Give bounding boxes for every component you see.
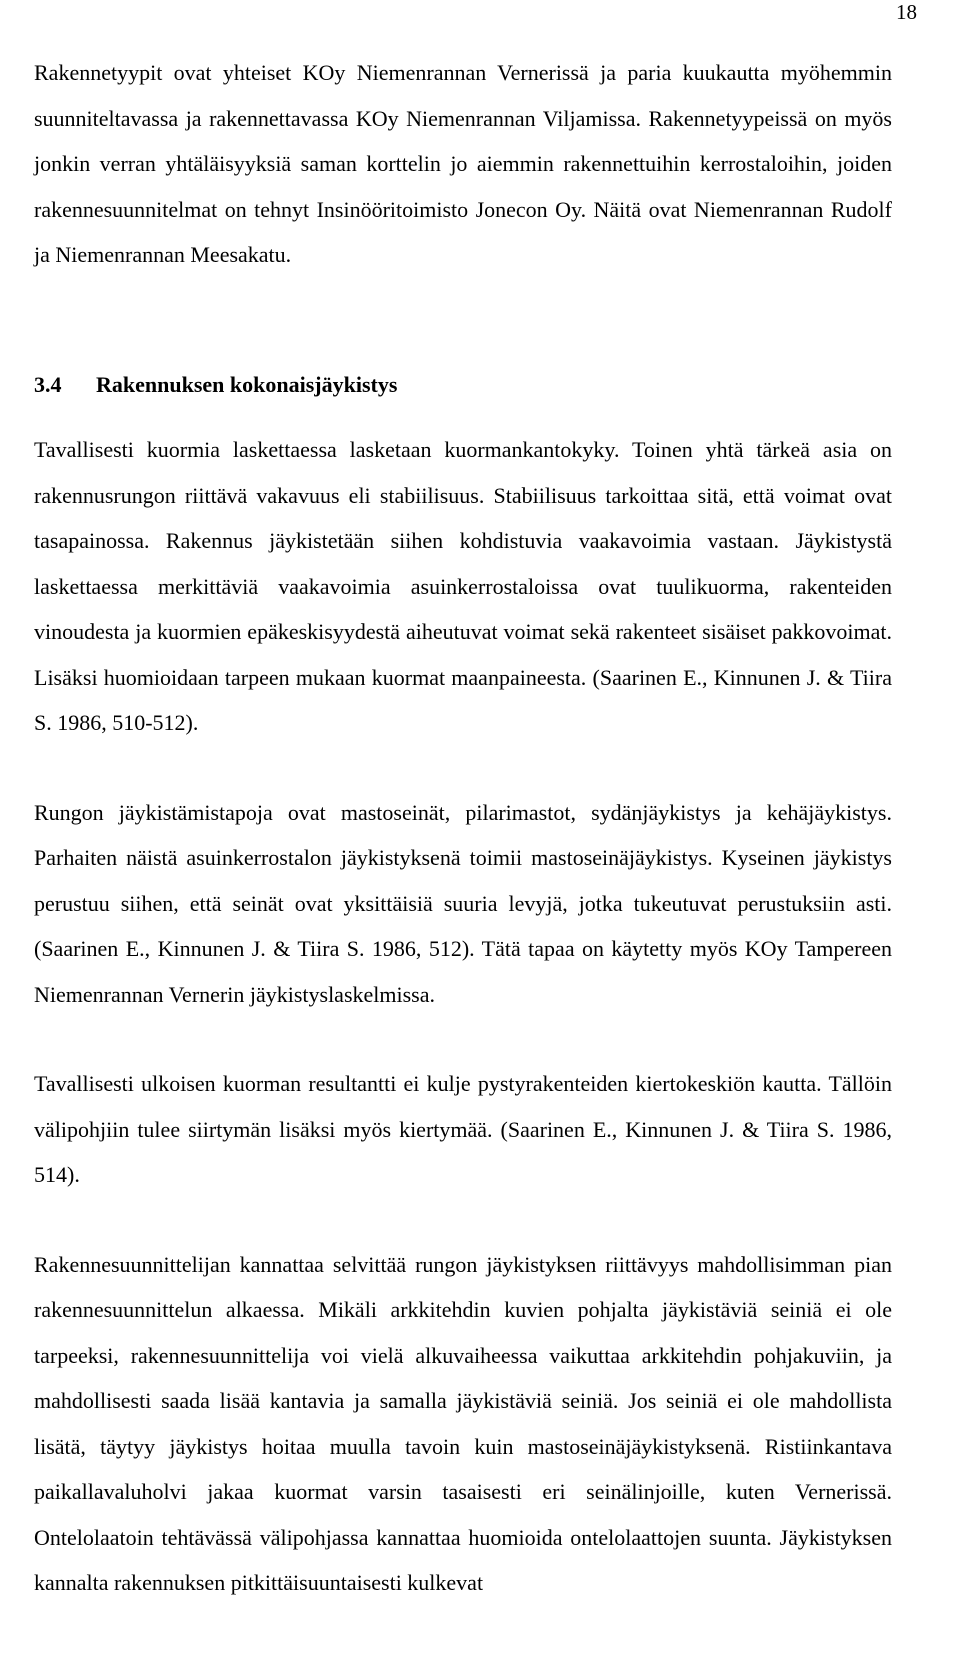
spacer <box>34 746 892 790</box>
spacer <box>34 407 892 427</box>
paragraph-structural-designer: Rakennesuunnittelijan kannattaa selvittää rungon jäykistyksen riittävyys mahdollisimman pian rakennesuunnittelun alkaessa. Mikäli arkkitehdin kuvien pohjalta jäykistäviä seiniä ei ole tarpeeksi, rakennesuunnittelija voi vielä alkuvaiheessa vaikuttaa arkkitehdin pohjakuviin, ja mahdollisesti saada lisää kantavia ja samalla jäykistäviä seiniä. Jos seiniä ei ole mahdollista lisätä, täytyy jäykistys hoitaa muulla tavoin kuin mastoseinäjäykistyksenä. Ristiinkantava paikallavaluholvi jakaa kuormat varsin tasaisesti eri seinälinjoille, kuten Vernerissä. Ontelolaatoin tehtävässä välipohjassa kannattaa huomioida ontelolaattojen suunta. Jäykistyksen kannalta rakennuksen pitkittäisuuntaisesti kulkevat <box>34 1251 892 1595</box>
spacer <box>34 1017 892 1061</box>
paragraph-structure-types: Rakennetyypit ovat yhteiset KOy Niemenrannan Vernerissä ja paria kuukautta myöhemmin suunniteltavassa ja rakennettavassa KOy Niemenrannan Viljamissa. Rakennetyypeissä on myös jonkin verran yhtäläisyyksiä saman korttelin jo aiemmin rakennettuihin kerrostaloihin, joiden rakennesuunnitelmat on tehnyt Insinööritoimisto Jonecon Oy. Näitä ovat Niemenrannan Rudolf ja Niemenrannan Meesakatu. <box>34 60 892 267</box>
spacer <box>34 1198 892 1242</box>
page-number: 18 <box>896 0 917 24</box>
paragraph-load-resultant: Tavallisesti ulkoisen kuorman resultantti ei kulje pystyrakenteiden kiertokeskiön kautta. Tällöin välipohjiin tulee siirtymän lisäksi myös kiertymää. (Saarinen E., Kinnunen J. & Tiira S. 1986, 514). <box>34 1071 892 1187</box>
spacer <box>34 278 892 362</box>
section-number: 3.4 <box>34 371 62 397</box>
paragraph-bracing-methods: Rungon jäykistämistapoja ovat mastoseinät, pilarimastot, sydänjäykistys ja kehäjäykistys. Parhaiten näistä asuinkerrostalon jäykistyksenä toimii mastoseinäjäykistys. Kyseinen jäykistys perustuu siihen, että seinät ovat yksittäisiä suuria levyjä, jotka tukeutuvat perustuksiin asti. (Saarinen E., Kinnunen J. & Tiira S. 1986, 512). Tätä tapaa on käytetty myös KOy Tampereen Niemenrannan Vernerin jäykistyslaskelmissa. <box>34 799 892 1007</box>
section-heading <box>34 362 892 408</box>
document-body <box>34 50 892 1606</box>
paragraph-stability: Tavallisesti kuormia laskettaessa lasketaan kuormankantokyky. Toinen yhtä tärkeä asia on rakennusrungon riittävä vakavuus eli stabiilisuus. Stabiilisuus tarkoittaa sitä, että voimat ovat tasapainossa. Rakennus jäykistetään siihen kohdistuvia vaakavoimia vastaan. Jäykistystä laskettaessa merkittäviä vaakavoimia asuinkerrostaloissa ovat tuulikuorma, rakenteiden vinoudesta ja kuormien epäkeskisyydestä aiheutuvat voimat sekä rakenteet sisäiset pakkovoimat. Lisäksi huomioidaan tarpeen mukaan kuormat maanpaineesta. (Saarinen E., Kinnunen J. & Tiira S. 1986, 510-512). <box>34 437 892 735</box>
section-title: Rakennuksen kokonaisjäykistys <box>96 371 398 397</box>
